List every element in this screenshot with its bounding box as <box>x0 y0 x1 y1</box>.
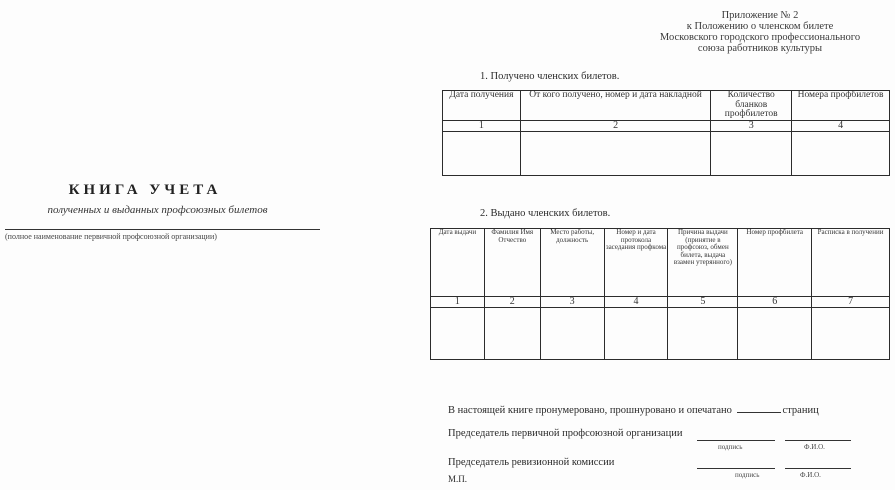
received-table <box>442 90 890 176</box>
chairman-name-line <box>785 440 851 441</box>
annex-line-3: Московского городского профессионального <box>659 32 861 43</box>
table-header-row <box>443 91 890 121</box>
table-number-row <box>443 121 890 132</box>
chairman-fio-caption: Ф.И.О. <box>804 443 825 451</box>
header-cell: Номер профбилета <box>738 229 812 297</box>
commission-signature-line <box>697 468 775 469</box>
annex-header <box>655 10 865 54</box>
column-number: 1 <box>431 297 485 308</box>
table-row <box>443 132 890 176</box>
header-cell: Место работы, должность <box>540 229 604 297</box>
column-number: 2 <box>520 121 710 132</box>
header-cell: Фамилия Имя Отчество <box>484 229 540 297</box>
header-cell: От кого получено, номер и дата накладной <box>520 91 710 121</box>
header-cell: Причина выдачи (принятие в профсоюз, обмен билета, выдача взамен утерянного) <box>668 229 738 297</box>
table-cell <box>792 132 890 176</box>
table-cell <box>738 308 812 360</box>
column-number: 2 <box>484 297 540 308</box>
column-number: 3 <box>540 297 604 308</box>
table-cell <box>668 308 738 360</box>
header-cell: Расписка в получении <box>812 229 890 297</box>
table-cell <box>604 308 668 360</box>
commission-label: Председатель ревизионной комиссии <box>448 457 615 468</box>
table-cell <box>484 308 540 360</box>
column-number: 6 <box>738 297 812 308</box>
column-number: 3 <box>711 121 792 132</box>
issued-table <box>430 228 890 360</box>
section2-title: 2. Выдано членских билетов. <box>480 208 611 219</box>
book-subtitle: полученных и выданных профсоюзных билетов <box>47 204 268 216</box>
pages-word: страниц <box>782 405 819 416</box>
header-cell: Номер и дата протокола заседания профкома <box>604 229 668 297</box>
table-header-row <box>431 229 890 297</box>
table-cell <box>443 132 521 176</box>
table-cell <box>520 132 710 176</box>
column-number: 1 <box>443 121 521 132</box>
page-count-line <box>737 412 781 413</box>
table-row <box>431 308 890 360</box>
column-number: 5 <box>668 297 738 308</box>
table-cell <box>431 308 485 360</box>
numbered-statement <box>448 405 819 416</box>
numbered-text: В настоящей книге пронумеровано, прошнуровано и опечатано <box>448 405 732 416</box>
annex-line-2: к Положению о членском билете <box>686 21 834 32</box>
table-cell <box>711 132 792 176</box>
commission-signature-caption: подпись <box>735 471 760 479</box>
column-number: 7 <box>812 297 890 308</box>
stamp-place: М.П. <box>448 474 468 484</box>
column-number: 4 <box>604 297 668 308</box>
header-cell: Количество бланков профбилетов <box>711 91 792 121</box>
annex-line-4: союза работников культуры <box>697 43 823 54</box>
commission-name-line <box>785 468 851 469</box>
table-cell <box>540 308 604 360</box>
commission-fio-caption: Ф.И.О. <box>800 471 821 479</box>
table-cell <box>812 308 890 360</box>
chairman-signature-caption: подпись <box>718 443 743 451</box>
header-cell: Дата выдачи <box>431 229 485 297</box>
chairman-signature-line <box>697 440 775 441</box>
header-cell: Номера профбилетов <box>792 91 890 121</box>
organization-caption: (полное наименование первичной профсоюзной организации) <box>5 232 217 241</box>
chairman-label: Председатель первичной профсоюзной организации <box>448 428 683 439</box>
table-number-row <box>431 297 890 308</box>
section1-title: 1. Получено членских билетов. <box>480 71 620 82</box>
organization-name-line <box>5 229 320 230</box>
annex-line-1: Приложение № 2 <box>721 10 799 21</box>
book-title: КНИГА УЧЕТА <box>68 182 222 198</box>
column-number: 4 <box>792 121 890 132</box>
header-cell: Дата получения <box>443 91 521 121</box>
